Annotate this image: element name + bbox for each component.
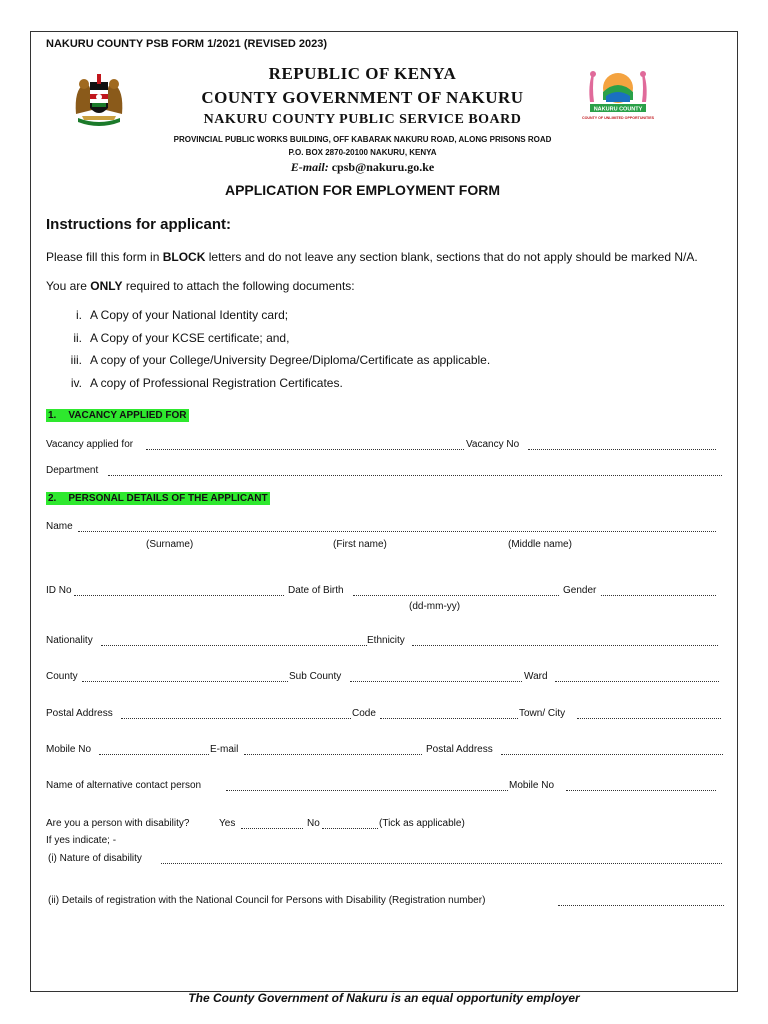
registration-label: (ii) Details of registration with the National Council for Persons with Disability (Registration number) bbox=[48, 895, 486, 906]
ethnicity-field[interactable] bbox=[412, 645, 718, 646]
alt-contact-field[interactable] bbox=[226, 790, 508, 791]
department-label: Department bbox=[46, 465, 99, 476]
name-label: Name bbox=[46, 521, 73, 532]
list-item-number: i. bbox=[76, 308, 82, 322]
yes-tick-field[interactable] bbox=[241, 828, 303, 829]
name-field[interactable] bbox=[78, 531, 716, 532]
no-tick-field[interactable] bbox=[322, 828, 378, 829]
republic-title: REPUBLIC OF KENYA bbox=[268, 64, 457, 83]
form-title: APPLICATION FOR EMPLOYMENT FORM bbox=[224, 182, 501, 198]
ward-field[interactable] bbox=[555, 681, 719, 682]
list-item-number: ii. bbox=[73, 331, 82, 345]
town-city-field[interactable] bbox=[577, 718, 721, 719]
form-reference: NAKURU COUNTY PSB FORM 1/2021 (REVISED 2023) bbox=[46, 38, 327, 50]
instruction-attachments: You are ONLY required to attach the following documents: bbox=[46, 279, 355, 293]
ethnicity-label: Ethnicity bbox=[367, 635, 405, 646]
alt-mobile-label: Mobile No bbox=[509, 780, 555, 791]
vacancy-no-label: Vacancy No bbox=[466, 439, 520, 450]
first-name-caption: (First name) bbox=[333, 539, 387, 550]
nature-of-disability-field[interactable] bbox=[161, 863, 722, 864]
list-item: A Copy of your KCSE certificate; and, bbox=[90, 331, 290, 345]
tick-note: (Tick as applicable) bbox=[379, 818, 465, 829]
nationality-label: Nationality bbox=[46, 635, 93, 646]
dob-label: Date of Birth bbox=[288, 585, 344, 596]
form-page-border bbox=[30, 31, 738, 992]
email-line bbox=[120, 160, 605, 175]
postal-address-field[interactable] bbox=[121, 718, 351, 719]
address-line-1: PROVINCIAL PUBLIC WORKS BUILDING, OFF KABARAK NAKURU ROAD, ALONG PRISONS ROAD bbox=[173, 135, 552, 144]
id-no-field[interactable] bbox=[74, 595, 284, 596]
list-item-number: iii. bbox=[70, 353, 82, 367]
address-line-2: P.O. BOX 2870-20100 NAKURU, KENYA bbox=[288, 148, 437, 157]
gender-label: Gender bbox=[563, 585, 597, 596]
email-field-label: E-mail bbox=[210, 744, 239, 755]
logo-text: NAKURU COUNTY bbox=[593, 106, 643, 113]
department-field[interactable] bbox=[108, 475, 722, 476]
dob-field[interactable] bbox=[353, 595, 559, 596]
registration-field[interactable] bbox=[558, 905, 724, 906]
ward-label: Ward bbox=[524, 671, 548, 682]
surname-caption: (Surname) bbox=[146, 539, 194, 550]
instruction-block-letters: Please fill this form in BLOCK letters and do not leave any section blank, sections that do not apply should be marked N/A. bbox=[46, 250, 698, 264]
vacancy-no-field[interactable] bbox=[528, 449, 716, 450]
postal-address-2-field[interactable] bbox=[501, 754, 723, 755]
disability-question: Are you a person with disability? bbox=[46, 818, 190, 829]
alt-contact-label: Name of alternative contact person bbox=[46, 780, 202, 791]
logo-tagline: COUNTY OF UNLIMITED OPPORTUNITIES bbox=[581, 116, 655, 120]
county-label: County bbox=[46, 671, 78, 682]
county-government-title: COUNTY GOVERNMENT OF NAKURU bbox=[201, 88, 524, 107]
email-value: cpsb@nakuru.go.ke bbox=[331, 160, 435, 174]
if-yes-label: If yes indicate; - bbox=[46, 835, 117, 846]
nationality-field[interactable] bbox=[101, 645, 367, 646]
dob-format-caption: (dd-mm-yy) bbox=[409, 601, 461, 612]
mobile-no-field[interactable] bbox=[99, 754, 209, 755]
vacancy-applied-field[interactable] bbox=[146, 449, 464, 450]
id-no-label: ID No bbox=[46, 585, 72, 596]
list-item: A copy of your College/University Degree/Diploma/Certificate as applicable. bbox=[90, 353, 491, 367]
county-field[interactable] bbox=[82, 681, 288, 682]
gender-field[interactable] bbox=[601, 595, 716, 596]
postal-address-2-label: Postal Address bbox=[426, 744, 493, 755]
alt-mobile-field[interactable] bbox=[566, 790, 716, 791]
sub-county-label: Sub County bbox=[289, 671, 342, 682]
no-label: No bbox=[307, 818, 320, 829]
footer-equal-opportunity: The County Government of Nakuru is an equal opportunity employer bbox=[188, 991, 580, 1005]
middle-name-caption: (Middle name) bbox=[508, 539, 572, 550]
section-1-heading: 1. VACANCY APPLIED FOR bbox=[48, 410, 187, 421]
list-item-number: iv. bbox=[70, 376, 82, 390]
town-city-label: Town/ City bbox=[519, 708, 566, 719]
sub-county-field[interactable] bbox=[350, 681, 522, 682]
instructions-heading: Instructions for applicant: bbox=[46, 216, 232, 233]
list-item: A Copy of your National Identity card; bbox=[90, 308, 289, 322]
email-input-field[interactable] bbox=[244, 754, 422, 755]
code-label: Code bbox=[352, 708, 376, 719]
mobile-no-label: Mobile No bbox=[46, 744, 92, 755]
email-label: E-mail: bbox=[290, 160, 329, 174]
yes-label: Yes bbox=[219, 818, 236, 829]
nature-of-disability-label: (i) Nature of disability bbox=[48, 853, 142, 864]
vacancy-applied-label: Vacancy applied for bbox=[46, 439, 134, 450]
section-2-heading: 2. PERSONAL DETAILS OF THE APPLICANT bbox=[48, 493, 268, 504]
code-field[interactable] bbox=[380, 718, 518, 719]
list-item: A copy of Professional Registration Certificates. bbox=[90, 376, 343, 390]
postal-address-label: Postal Address bbox=[46, 708, 113, 719]
public-service-board-title: NAKURU COUNTY PUBLIC SERVICE BOARD bbox=[203, 112, 522, 127]
